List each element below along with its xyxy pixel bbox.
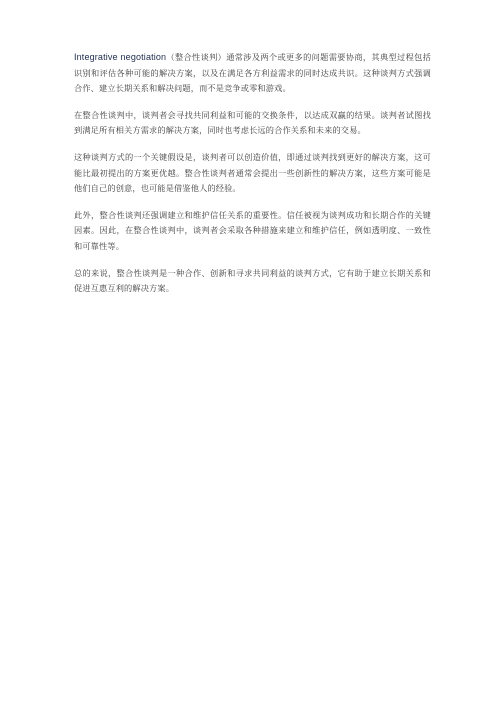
paragraph-4-text: 此外，整合性谈判还强调建立和维护信任关系的重要性。信任被视为谈判成功和长期合作的关键因素。因此，在整合性谈判中，谈判者会采取各种措施来建立和维护信任，例如透明度、一致性和可靠性等。 (74, 209, 431, 251)
paragraph-2 (74, 108, 431, 139)
paragraph-4 (74, 208, 431, 255)
paragraph-5 (74, 266, 431, 297)
paragraph-3-text: 这种谈判方式的一个关键假设是，谈判者可以创造价值，即通过谈判找到更好的解决方案，这可能比最初提出的方案更优越。整合性谈判者通常会提出一些创新性的解决方案，这些方案可能是他们自己的创意，也可能是借鉴他人的经验。 (74, 151, 431, 194)
paragraph-2-text: 在整合性谈判中，谈判者会寻找共同利益和可能的交换条件，以达成双赢的结果。谈判者试图找到满足所有相关方需求的解决方案，同时也考虑长远的合作关系和未来的交易。 (74, 109, 431, 136)
paragraph-3 (74, 150, 431, 197)
paragraph-1-text: （整合性谈判）通常涉及两个或更多的问题需要协商，其典型过程包括识别和评估各种可能的解决方案，以及在满足各方利益需求的同时达成共识。这种谈判方式强调合作、建立长期关系和解决问题，而不是竞争或零和游戏。 (74, 52, 431, 94)
document-body (74, 50, 431, 308)
paragraph-1-lead-term: Integrative negotiation (74, 52, 167, 62)
paragraph-5-text: 总的来说，整合性谈判是一种合作、创新和寻求共同利益的谈判方式，它有助于建立长期关系和促进互惠互利的解决方案。 (74, 267, 431, 294)
paragraph-1 (74, 50, 431, 97)
